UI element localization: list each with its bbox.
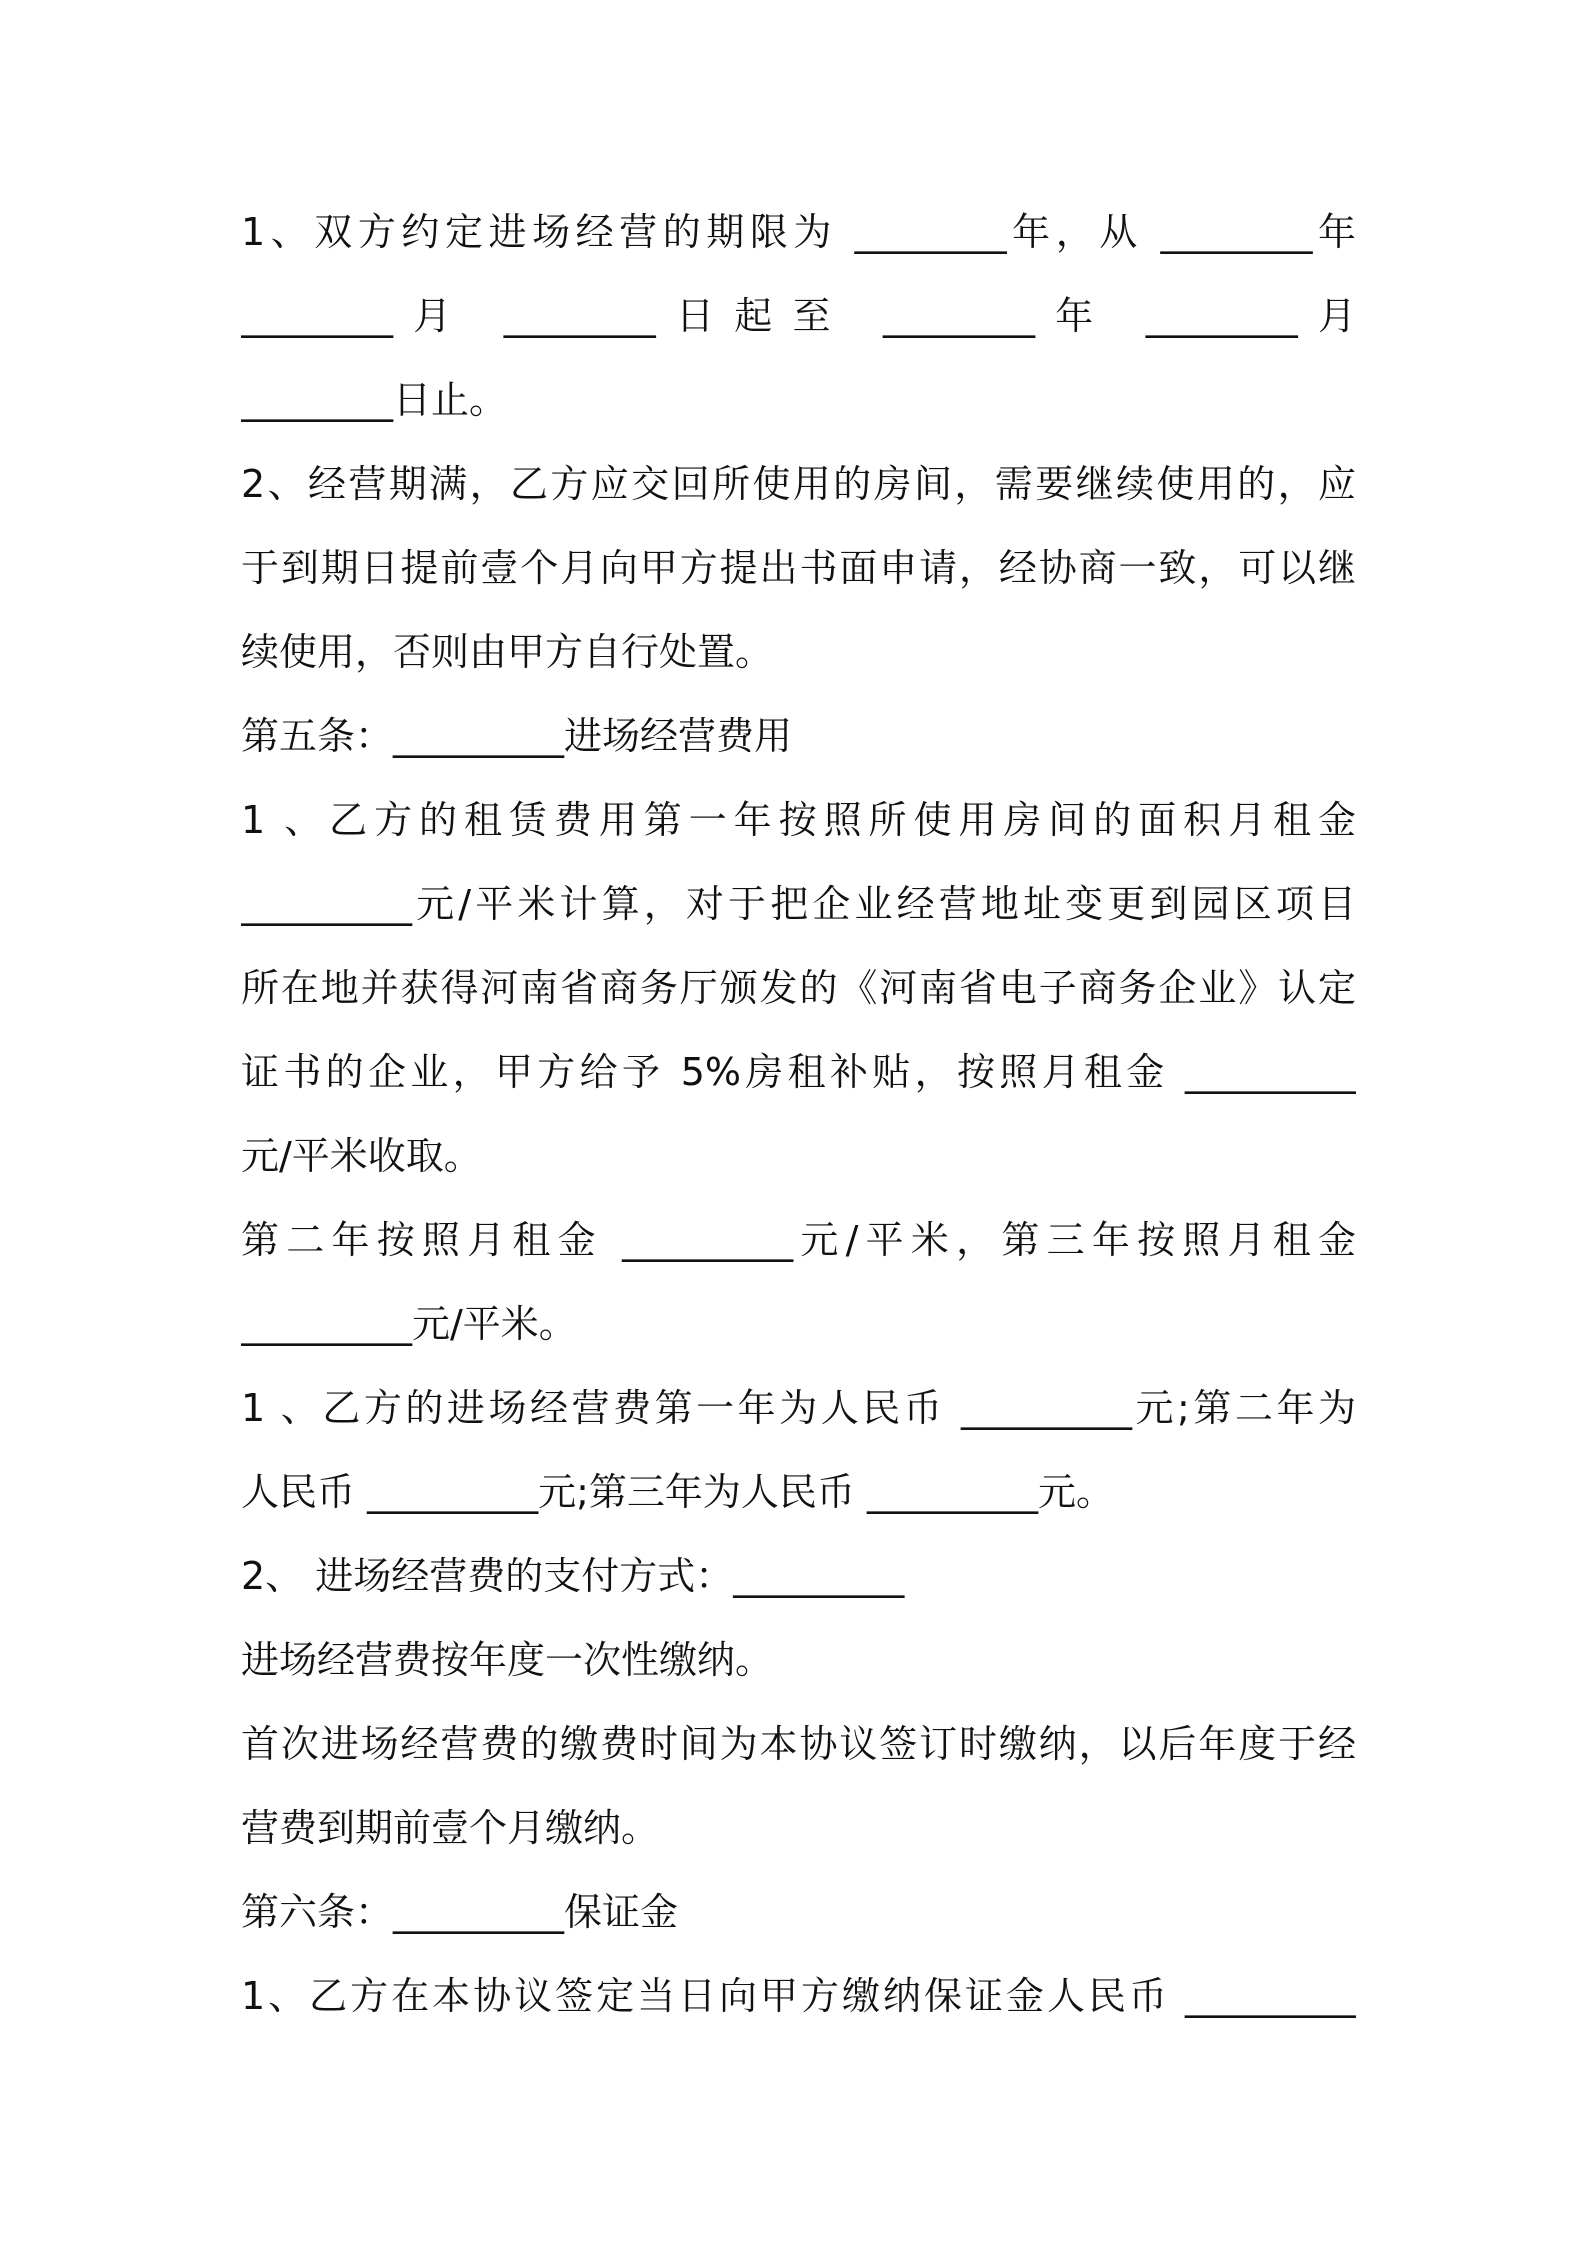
term-clause-1-line-2: ________月 ________日起至 ________年 ________月 xyxy=(241,294,1356,338)
rent-clause-line-2: _________元/平米计算，对于把企业经营地址变更到园区项目 xyxy=(241,882,1356,926)
article-6-heading: 第六条：_________保证金 xyxy=(241,1890,679,1934)
deposit-clause-line-1: 1、乙方在本协议签定当日向甲方缴纳保证金人民币 _________ xyxy=(241,1974,1356,2018)
rent-years-line-1: 第二年按照月租金 _________元/平米，第三年按照月租金 xyxy=(241,1218,1356,1262)
payment-method-line: 2、 进场经营费的支付方式：_________ xyxy=(241,1554,905,1598)
rent-clause-line-4: 证书的企业，甲方给予 5%房租补贴，按照月租金 _________ xyxy=(241,1050,1356,1094)
payment-annual-line: 进场经营费按年度一次性缴纳。 xyxy=(241,1638,774,1682)
term-clause-1-line-1: 1、双方约定进场经营的期限为 ________年，从 ________年 xyxy=(241,210,1356,254)
rent-clause-line-3: 所在地并获得河南省商务厅颁发的《河南省电子商务企业》认定 xyxy=(241,966,1356,1010)
term-clause-1-line-3: ________日止。 xyxy=(241,378,508,422)
entry-fee-line-1: 1 、乙方的进场经营费第一年为人民币 _________元;第二年为 xyxy=(241,1386,1356,1430)
payment-timing-line-1: 首次进场经营费的缴费时间为本协议签订时缴纳，以后年度于经 xyxy=(241,1722,1356,1766)
rent-clause-line-5: 元/平米收取。 xyxy=(241,1134,482,1178)
entry-fee-line-2: 人民币 _________元;第三年为人民币 _________元。 xyxy=(241,1470,1114,1514)
payment-timing-line-2: 营费到期前壹个月缴纳。 xyxy=(241,1806,660,1850)
term-clause-2-line-1: 2、经营期满，乙方应交回所使用的房间，需要继续使用的，应 xyxy=(241,462,1356,506)
rent-clause-line-1: 1 、乙方的租赁费用第一年按照所使用房间的面积月租金 xyxy=(241,798,1356,842)
term-clause-2-line-3: 续使用，否则由甲方自行处置。 xyxy=(241,630,774,674)
term-clause-2-line-2: 于到期日提前壹个月向甲方提出书面申请，经协商一致，可以继 xyxy=(241,546,1356,590)
document-body xyxy=(241,190,1356,2038)
article-5-heading: 第五条：_________进场经营费用 xyxy=(241,714,793,758)
rent-years-line-2: _________元/平米。 xyxy=(241,1302,577,1346)
